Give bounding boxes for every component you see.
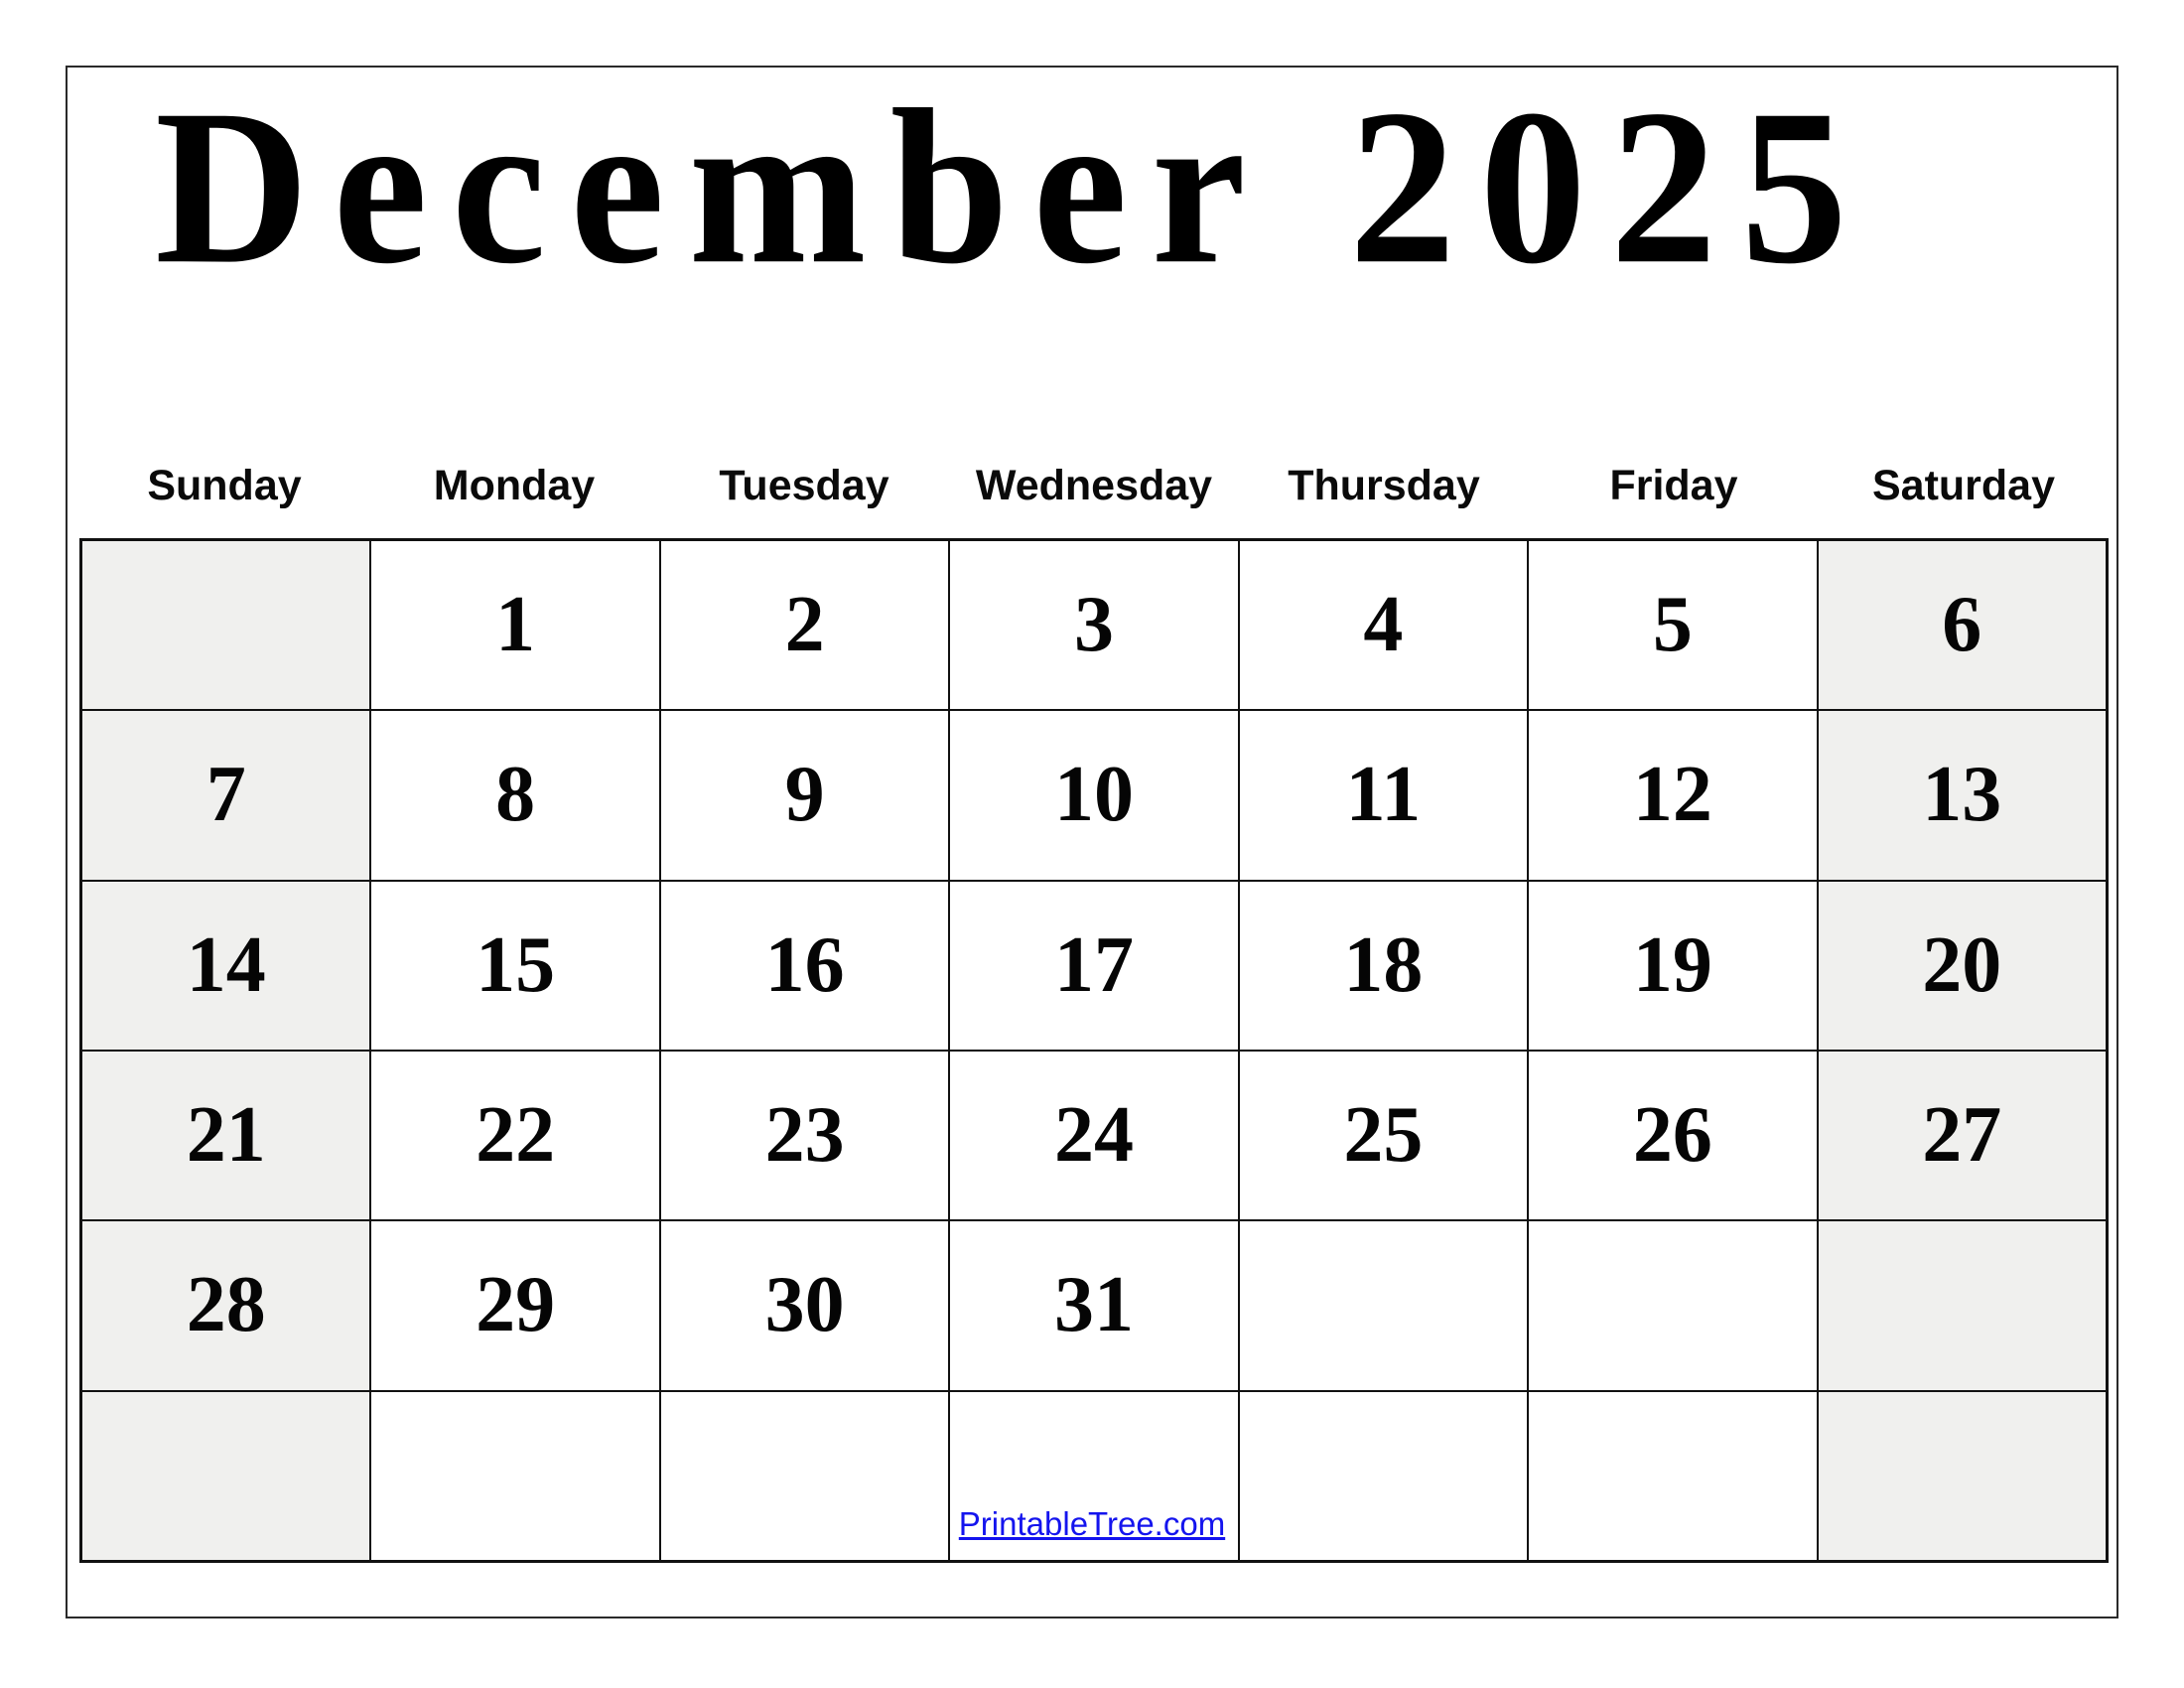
day-cell-24: 24 — [950, 1052, 1237, 1219]
day-cell-29: 29 — [371, 1221, 658, 1389]
day-cell-12: 12 — [1529, 711, 1816, 879]
day-cell-20: 20 — [1819, 882, 2106, 1050]
weekday-label-wednesday: Wednesday — [975, 462, 1213, 509]
weekday-label-friday: Friday — [1609, 462, 1738, 509]
day-cell-empty — [1240, 1221, 1527, 1389]
day-cell-1: 1 — [371, 541, 658, 709]
day-cell-empty — [1529, 1221, 1816, 1389]
page-frame — [66, 63, 2118, 1618]
day-cell-27: 27 — [1819, 1052, 2106, 1219]
day-cell-6: 6 — [1819, 541, 2106, 709]
day-cell-3: 3 — [950, 541, 1237, 709]
calendar-title: December 2025 — [155, 63, 1871, 311]
day-cell-15: 15 — [371, 882, 658, 1050]
day-cell-4: 4 — [1240, 541, 1527, 709]
day-cell-11: 11 — [1240, 711, 1527, 879]
day-cell-10: 10 — [950, 711, 1237, 879]
weekday-label-thursday: Thursday — [1288, 462, 1480, 509]
day-cell-empty — [1819, 1221, 2106, 1389]
day-cell-28: 28 — [82, 1221, 369, 1389]
weekday-label-monday: Monday — [433, 462, 596, 509]
calendar-grid — [79, 538, 2109, 1563]
day-cell-2: 2 — [661, 541, 948, 709]
day-cell-31: 31 — [950, 1221, 1237, 1389]
day-cell-14: 14 — [82, 882, 369, 1050]
day-cell-21: 21 — [82, 1052, 369, 1219]
day-cell-19: 19 — [1529, 882, 1816, 1050]
weekday-header-row — [79, 461, 2109, 510]
day-cell-16: 16 — [661, 882, 948, 1050]
day-cell-9: 9 — [661, 711, 948, 879]
day-cell-empty — [82, 541, 369, 709]
day-cell-23: 23 — [661, 1052, 948, 1219]
footer — [0, 1505, 2184, 1543]
weekday-label-saturday: Saturday — [1871, 462, 2055, 509]
day-cell-8: 8 — [371, 711, 658, 879]
weekday-label-sunday: Sunday — [147, 462, 302, 509]
day-cell-17: 17 — [950, 882, 1237, 1050]
day-cell-26: 26 — [1529, 1052, 1816, 1219]
weekday-label-tuesday: Tuesday — [719, 462, 889, 509]
day-cell-5: 5 — [1529, 541, 1816, 709]
day-cell-7: 7 — [82, 711, 369, 879]
day-cell-13: 13 — [1819, 711, 2106, 879]
day-cell-22: 22 — [371, 1052, 658, 1219]
day-cell-25: 25 — [1240, 1052, 1527, 1219]
day-cell-18: 18 — [1240, 882, 1527, 1050]
day-cell-30: 30 — [661, 1221, 948, 1389]
footer-link[interactable]: PrintableTree.com — [958, 1505, 1226, 1542]
